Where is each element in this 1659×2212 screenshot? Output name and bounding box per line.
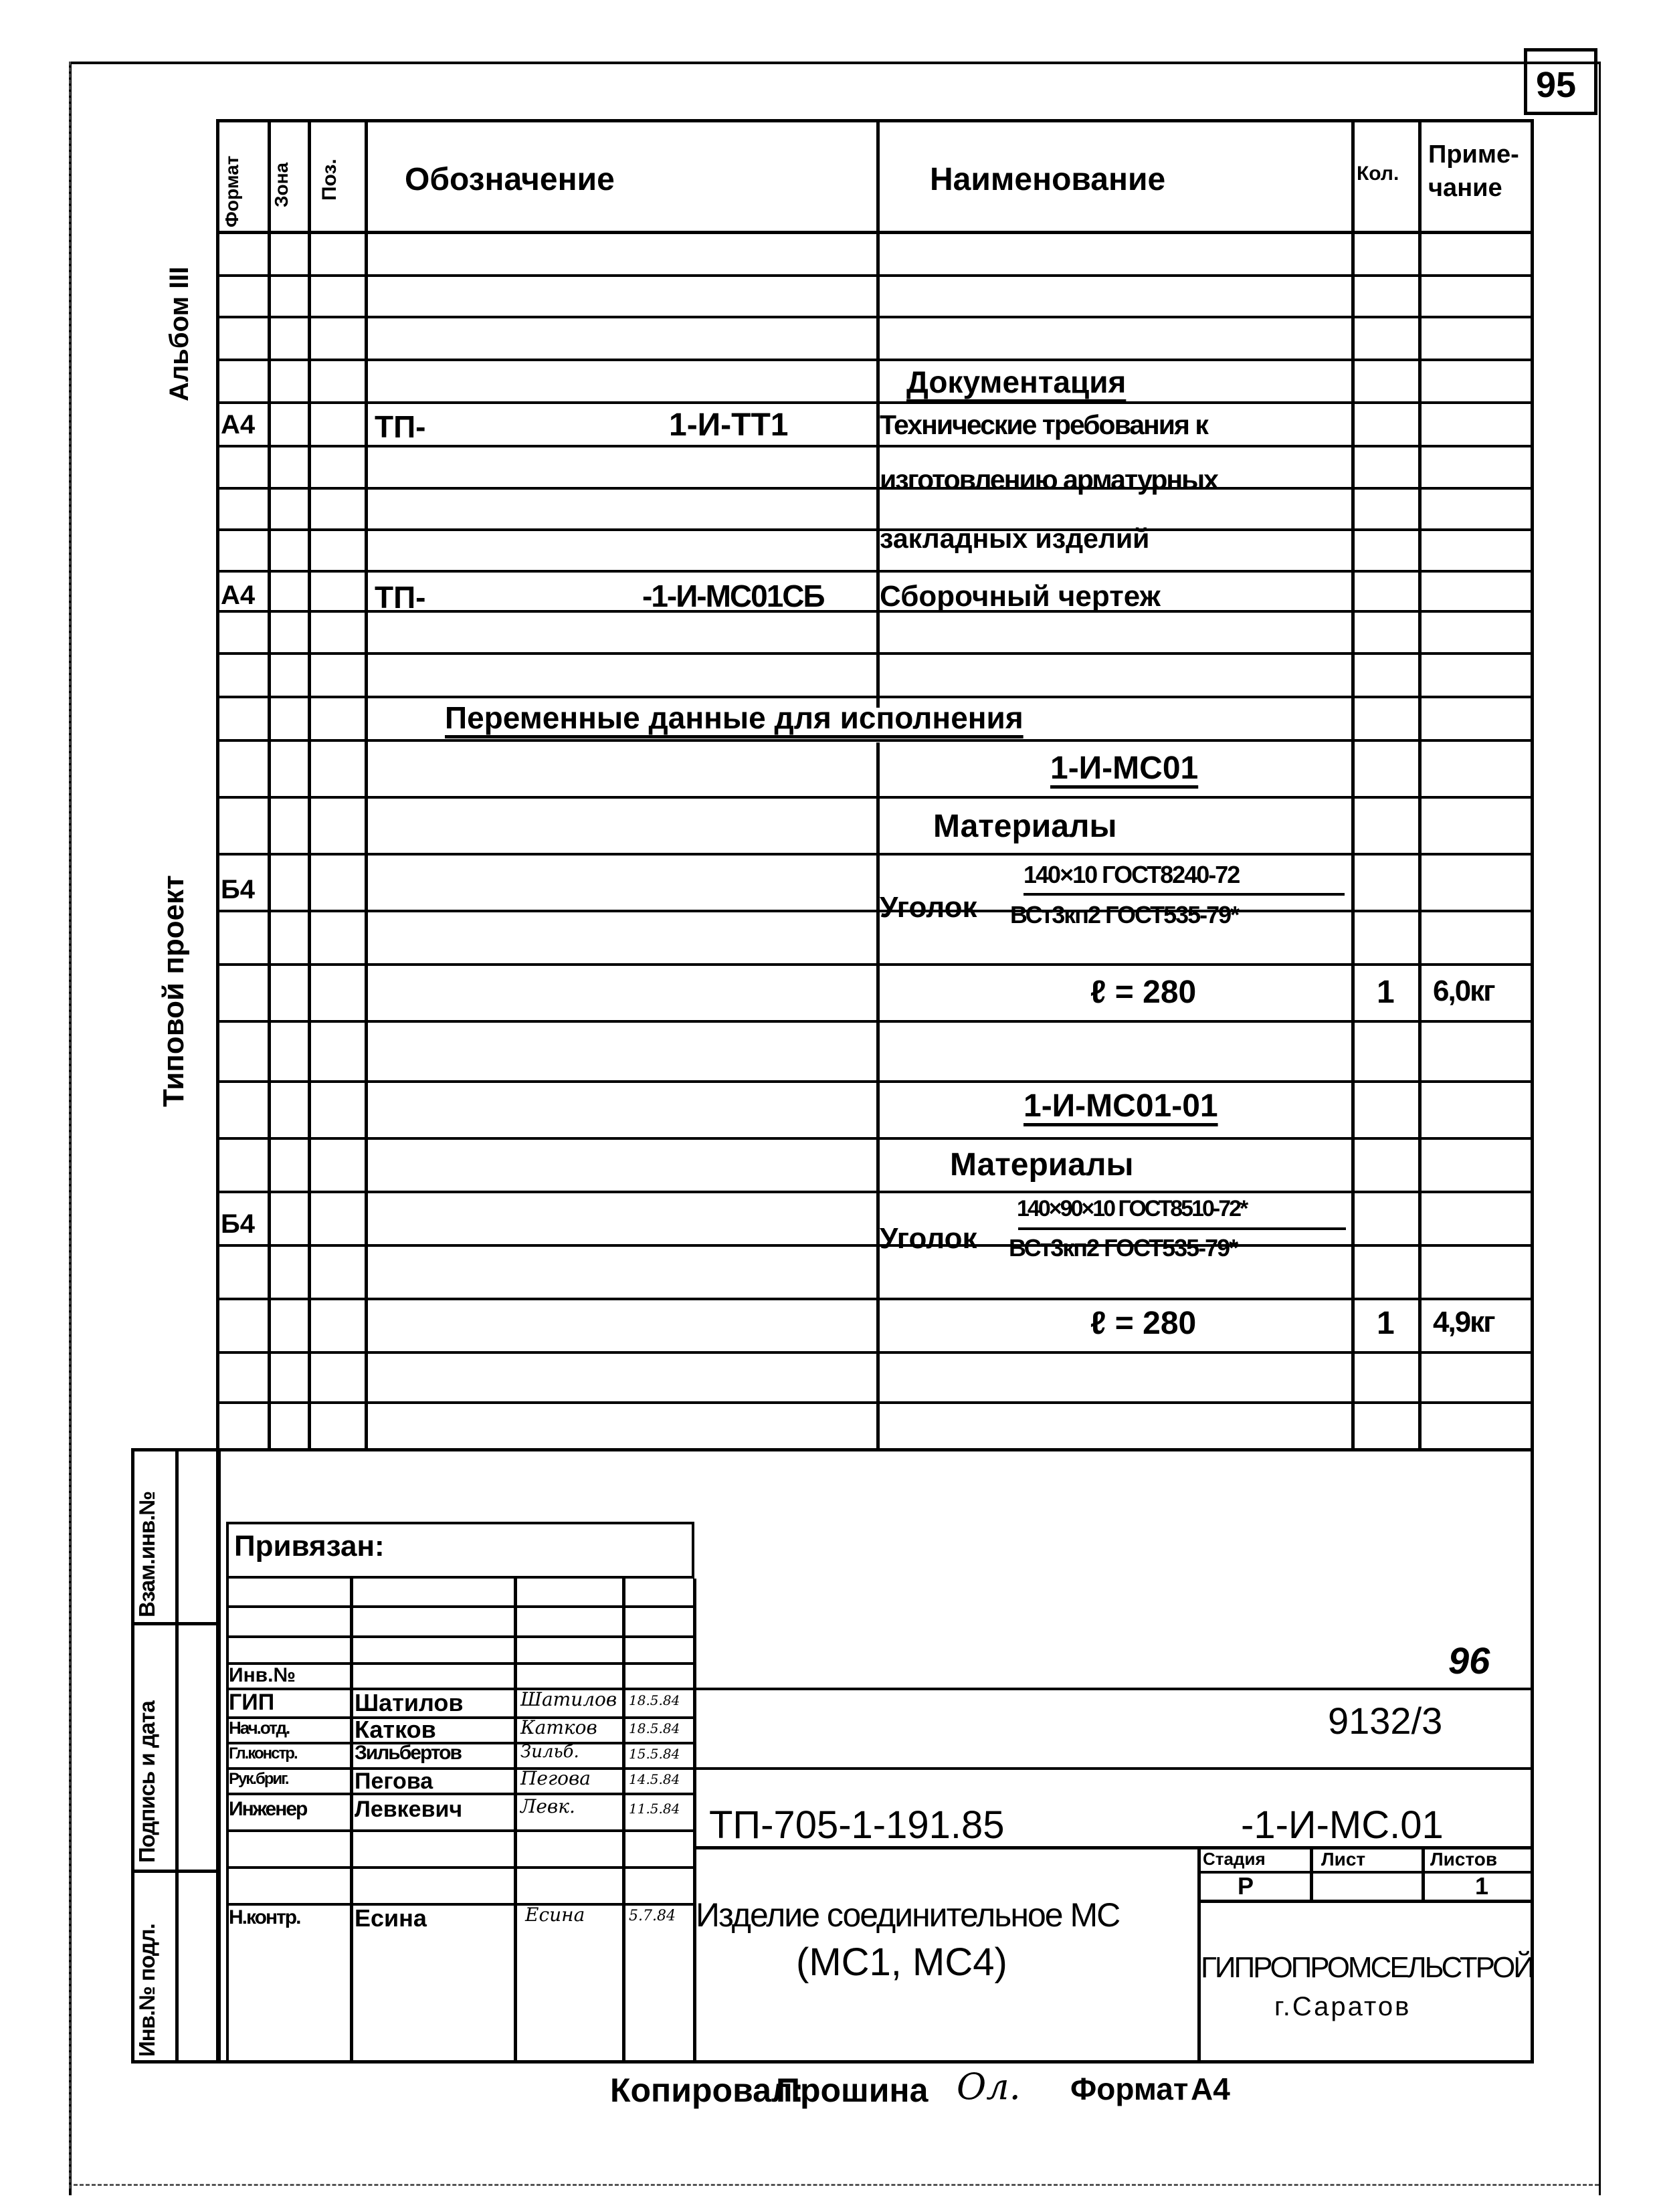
row-designation-prefix: ТП- bbox=[375, 409, 426, 444]
material-item: Уголок bbox=[880, 891, 977, 924]
staff-row-line bbox=[226, 1903, 694, 1906]
staff-role: Инженер bbox=[229, 1798, 307, 1820]
staff-col-sign bbox=[622, 1579, 625, 2064]
materials-heading: Материалы bbox=[950, 1147, 1134, 1183]
row-line bbox=[216, 910, 1534, 912]
row-line bbox=[216, 528, 1534, 531]
header-zone: Зона bbox=[271, 162, 292, 207]
staff-role: ГИП bbox=[229, 1690, 275, 1715]
bound-label: Привязан: bbox=[234, 1530, 385, 1563]
row-line bbox=[216, 274, 1534, 277]
sheet-header: Лист bbox=[1321, 1849, 1366, 1870]
row-line bbox=[216, 739, 1534, 742]
trim-line-left bbox=[69, 62, 71, 2189]
page-number: 95 bbox=[1536, 65, 1577, 105]
staff-name: Левкевич bbox=[355, 1797, 463, 1822]
staff-signature: Есина bbox=[525, 1904, 585, 1926]
row-designation-prefix: ТП- bbox=[375, 580, 426, 615]
staff-name: Катков bbox=[355, 1716, 436, 1743]
qty: 1 bbox=[1377, 975, 1395, 1010]
staff-row-line bbox=[226, 1866, 694, 1869]
inv-label: Инв.№ bbox=[229, 1664, 296, 1686]
side-stamp-divider bbox=[175, 1448, 179, 2064]
row-line bbox=[216, 401, 1534, 404]
col-divider-zone bbox=[308, 119, 311, 1450]
product-title-1: Изделие соединительное МС bbox=[696, 1896, 1120, 1934]
staff-role: Н.контр. bbox=[229, 1906, 300, 1928]
fraction-bar bbox=[1018, 1227, 1346, 1230]
copied-by-name: Прошина bbox=[776, 2072, 929, 2109]
length: ℓ = 280 bbox=[1090, 975, 1197, 1010]
fraction-bar bbox=[1023, 893, 1345, 896]
row-format: А4 bbox=[221, 581, 256, 610]
header-name: Наименование bbox=[930, 162, 1166, 197]
staff-row-line bbox=[226, 1716, 694, 1719]
row-line bbox=[216, 1020, 1534, 1023]
trim-line bbox=[74, 2184, 1599, 2186]
staff-row-line bbox=[226, 1829, 694, 1832]
staff-name: Зильбертов bbox=[355, 1742, 461, 1764]
col-divider-pos bbox=[365, 119, 368, 1450]
material-item: Уголок bbox=[880, 1222, 977, 1255]
staff-role: Гл.констр. bbox=[229, 1744, 297, 1763]
col-divider-name bbox=[1351, 119, 1355, 1450]
row-line bbox=[216, 796, 1534, 799]
row-name: закладных изделий bbox=[880, 523, 1150, 554]
sheets-header: Листов bbox=[1430, 1849, 1498, 1870]
row-line bbox=[216, 316, 1534, 318]
staff-row-line bbox=[226, 1662, 694, 1665]
col-divider-format bbox=[268, 119, 271, 1450]
staff-signature: Шатилов bbox=[520, 1688, 617, 1710]
row-line bbox=[216, 445, 1534, 447]
row-line bbox=[216, 570, 1534, 573]
qty: 1 bbox=[1377, 1306, 1395, 1341]
designation-suffix: -1-И-МС.01 bbox=[1241, 1803, 1444, 1847]
profile-top: 140×10 ГОСТ8240-72 bbox=[1023, 861, 1240, 888]
row-line bbox=[216, 652, 1534, 655]
stage-value: Р bbox=[1238, 1872, 1254, 1900]
staff-col-role bbox=[350, 1579, 353, 2064]
staff-role: Рук.бриг. bbox=[229, 1770, 288, 1788]
sheet-ref-number: 96 bbox=[1448, 1639, 1490, 1682]
staff-date: 18.5.84 bbox=[629, 1720, 680, 1736]
row-name: Сборочный чертеж bbox=[880, 580, 1161, 613]
row-line bbox=[216, 696, 1534, 698]
variant-format: Б4 bbox=[221, 1209, 255, 1239]
col-divider-designation-b bbox=[876, 742, 880, 1450]
staff-date: 5.7.84 bbox=[629, 1908, 676, 1924]
staff-name: Шатилов bbox=[355, 1689, 464, 1716]
staff-col-name bbox=[514, 1579, 517, 2064]
row-line bbox=[216, 853, 1534, 856]
format-label: Формат bbox=[1070, 2072, 1189, 2106]
row-line bbox=[216, 487, 1534, 490]
profile-top: 140×90×10 ГОСТ8510-72* bbox=[1017, 1196, 1247, 1221]
materials-heading: Материалы bbox=[933, 809, 1117, 844]
section-documentation: Документация bbox=[906, 365, 1127, 399]
side-stamp-row bbox=[131, 1870, 221, 1873]
sheets-value: 1 bbox=[1475, 1872, 1489, 1900]
staff-date: 15.5.84 bbox=[629, 1746, 680, 1762]
staff-date: 18.5.84 bbox=[629, 1692, 680, 1708]
row-line bbox=[216, 963, 1534, 966]
staff-row-line bbox=[226, 1635, 694, 1638]
header-designation: Обозначение bbox=[405, 162, 615, 197]
project-label: Типовой проект bbox=[157, 875, 190, 1107]
product-title-2: (МС1, МС4) bbox=[796, 1940, 1007, 1984]
col-divider-qty bbox=[1418, 119, 1422, 1450]
staff-row-line bbox=[226, 1605, 694, 1608]
header-note-1: Приме- bbox=[1428, 140, 1519, 169]
staff-date: 14.5.84 bbox=[629, 1771, 680, 1787]
row-line bbox=[216, 1244, 1534, 1247]
stage-values-bottom bbox=[1197, 1900, 1534, 1903]
header-row-divider bbox=[216, 231, 1534, 234]
staff-signature: Катков bbox=[520, 1716, 597, 1738]
staff-signature: Левк. bbox=[520, 1795, 575, 1817]
row-line bbox=[216, 1191, 1534, 1193]
staff-date: 11.5.84 bbox=[629, 1801, 680, 1817]
city: г.Саратов bbox=[1274, 1992, 1411, 2021]
header-pos: Поз. bbox=[318, 159, 340, 201]
side-label-replaced-inv: Взам.инв.№ bbox=[134, 1491, 159, 1617]
header-qty: Кол. bbox=[1357, 163, 1399, 185]
organization: ГИПРОПРОМСЕЛЬСТРОЙ bbox=[1201, 1951, 1533, 1984]
row-designation-code: -1-И-МС01СБ bbox=[642, 579, 824, 613]
variable-data-heading: Переменные данные для исполнения bbox=[445, 700, 1023, 735]
staff-name: Пегова bbox=[355, 1769, 433, 1794]
variant-format: Б4 bbox=[221, 875, 255, 904]
staff-signature: Пегова bbox=[520, 1767, 591, 1789]
format-value: А4 bbox=[1191, 2072, 1230, 2106]
note-mass: 6,0кг bbox=[1433, 975, 1494, 1007]
note-mass: 4,9кг bbox=[1433, 1306, 1494, 1338]
row-format: А4 bbox=[221, 410, 256, 439]
variant-code: 1-И-МС01-01 bbox=[1023, 1088, 1218, 1124]
row-line bbox=[216, 1401, 1534, 1404]
profile-bottom: ВСт3кп2 ГОСТ535-79* bbox=[1009, 1234, 1238, 1262]
archive-number: 9132/3 bbox=[1328, 1700, 1443, 1742]
row-line bbox=[216, 1298, 1534, 1300]
copied-by-signature: Ол. bbox=[957, 2066, 1021, 2108]
stage-header: Стадия bbox=[1203, 1849, 1266, 1869]
row-line bbox=[216, 1351, 1534, 1354]
side-stamp-row bbox=[131, 1622, 221, 1625]
staff-signature: Зильб. bbox=[520, 1742, 579, 1762]
header-note-2: чание bbox=[1428, 174, 1502, 202]
row-line bbox=[216, 359, 1534, 361]
row-line bbox=[216, 1137, 1534, 1140]
row-name: Технические требования к bbox=[880, 409, 1207, 440]
header-format: Формат bbox=[221, 155, 242, 227]
row-line bbox=[216, 1080, 1534, 1083]
staff-row-line bbox=[226, 1793, 694, 1795]
side-label-signature-date: Подпись и дата bbox=[134, 1701, 159, 1863]
designation-main: ТП-705-1-191.85 bbox=[709, 1803, 1005, 1847]
staff-role: Нач.отд. bbox=[229, 1718, 290, 1738]
copied-by-label: Копировал: bbox=[610, 2072, 804, 2109]
spec-table bbox=[216, 119, 1534, 1467]
profile-bottom: ВСт3кп2 ГОСТ535-79* bbox=[1010, 901, 1239, 928]
album-label: Альбом III bbox=[165, 266, 194, 401]
side-label-orig-inv: Инв.№ подл. bbox=[134, 1924, 159, 2057]
row-designation-code: 1-И-ТТ1 bbox=[669, 407, 789, 443]
length: ℓ = 280 bbox=[1090, 1306, 1197, 1341]
staff-name: Есина bbox=[355, 1904, 427, 1932]
variant-code: 1-И-МС01 bbox=[1050, 750, 1199, 786]
staff-left-border bbox=[226, 1579, 229, 2064]
row-name: изготовлению арматурных bbox=[880, 464, 1217, 495]
